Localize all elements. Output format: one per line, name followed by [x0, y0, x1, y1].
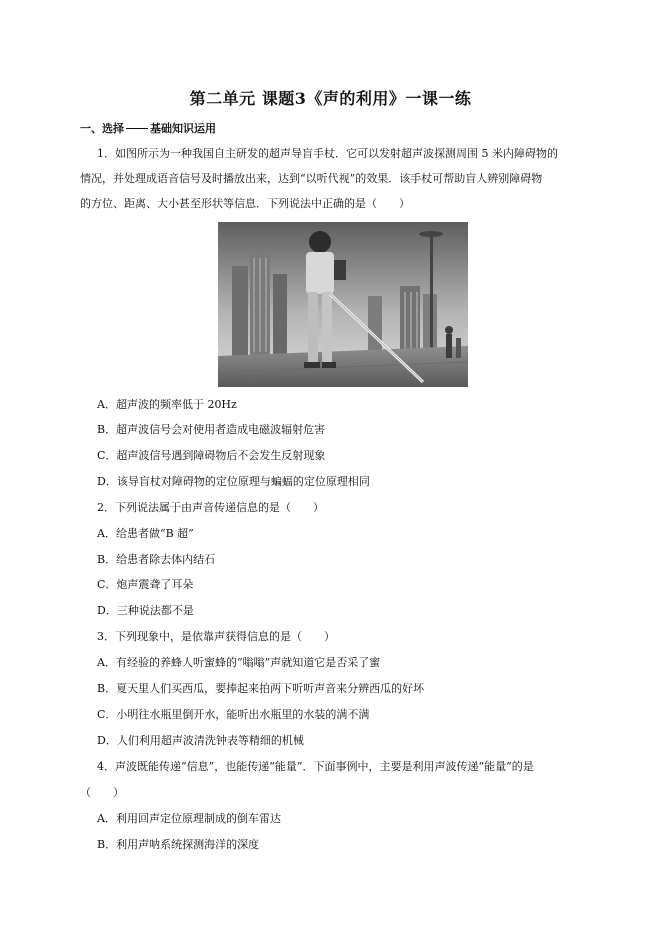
question-2-option-b: B．给患者除去体内结石 — [97, 553, 216, 566]
question-4-option-b: B．利用声呐系统探测海洋的深度 — [97, 838, 260, 851]
question-1-option-d: D．该导盲杖对障碍物的定位原理与蝙蝠的定位原理相同 — [97, 475, 370, 488]
question-2-line-1: 2．下列说法属于由声音传递信息的是（ ） — [97, 501, 324, 514]
question-2-option-c: C．炮声震聋了耳朵 — [97, 578, 194, 591]
question-3-option-d: D．人们利用超声波清洗钟表等精细的机械 — [97, 734, 304, 747]
section-heading — [80, 120, 216, 136]
question-2-option-a: A．给患者做“B 超” — [97, 527, 194, 540]
question-1-line-3: 的方位、距离、大小甚至形状等信息．下列说法中正确的是（ ） — [80, 197, 410, 210]
section-prefix: 一、选择 — [80, 122, 124, 135]
question-1-line-1: 1．如图所示为一种我国自主研发的超声导盲手杖．它可以发射超声波探测周围 5 米内障碍物的 — [97, 147, 558, 160]
question-4-option-a: A．利用回声定位原理制成的倒车雷达 — [97, 812, 281, 825]
section-dash — [126, 128, 148, 129]
question-4-line-2: （ ） — [80, 786, 124, 799]
question-3-option-a: A．有经验的养蜂人听蜜蜂的“嗡嗡”声就知道它是否采了蜜 — [97, 656, 381, 669]
question-4-line-1: 4．声波既能传递“信息”，也能传递“能量”．下面事例中，主要是利用声波传递“能量”的是 — [97, 760, 534, 773]
ultrasonic-cane-photo — [218, 222, 468, 387]
question-3-line-1: 3．下列现象中，是依靠声获得信息的是（ ） — [97, 630, 335, 643]
question-3-option-c: C．小明往水瓶里倒开水，能听出水瓶里的水装的满不满 — [97, 708, 370, 721]
page-title: 第二单元 课题3《声的利用》一课一练 — [189, 89, 472, 108]
question-1-line-2: 情况，并处理成语音信号及时播放出来，达到“以听代视”的效果．该手杖可帮助盲人辨别障碍物 — [80, 172, 543, 185]
question-3-option-b: B．夏天里人们买西瓜，要捧起来拍两下听听声音来分辨西瓜的好坏 — [97, 682, 425, 695]
question-1-option-c: C．超声波信号遇到障碍物后不会发生反射现象 — [97, 449, 326, 462]
question-1-option-a: A．超声波的频率低于 20Hz — [97, 398, 237, 411]
question-2-option-d: D．三种说法都不是 — [97, 604, 194, 617]
question-1-option-b: B．超声波信号会对使用者造成电磁波辐射危害 — [97, 423, 326, 436]
section-label: 基础知识运用 — [150, 122, 216, 135]
